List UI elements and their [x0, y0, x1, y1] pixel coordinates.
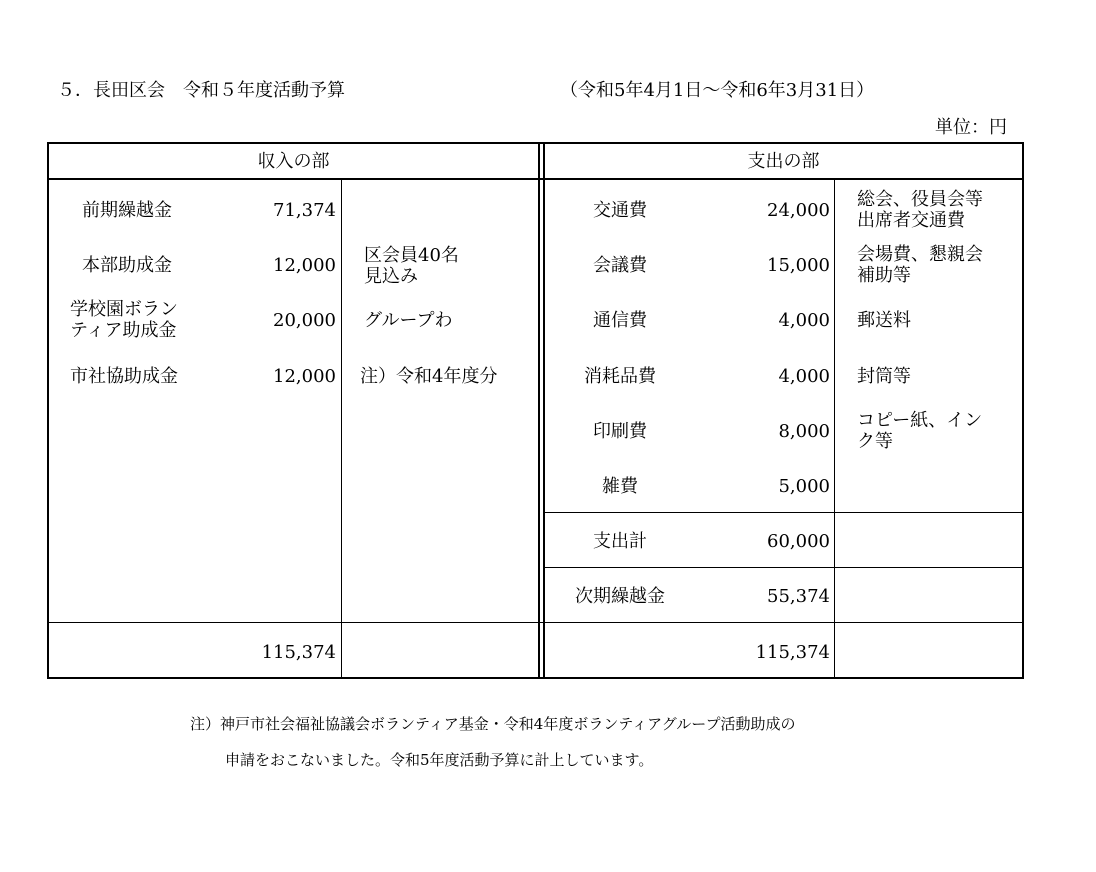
- income-amount: 12,000: [273, 366, 336, 387]
- income-amount: 20,000: [273, 310, 336, 331]
- footnote-line-2: 申請をおこないました。令和5年度活動予算に計上しています。: [225, 751, 654, 769]
- expense-item: 雑費: [602, 476, 638, 497]
- expense-amount: 4,000: [778, 310, 830, 331]
- expense-note: 会場費、懇親会: [857, 244, 983, 265]
- expense-item: 消耗品費: [584, 366, 656, 387]
- income-item: 前期繰越金: [82, 200, 172, 221]
- expense-note: ク等: [857, 431, 893, 452]
- page-title: ５．長田区会 令和５年度活動予算: [57, 80, 345, 101]
- expense-item: 会議費: [593, 255, 647, 276]
- footnote-line-1: 注）神戸市社会福祉協議会ボランティア基金・令和4年度ボランティアグループ活動助成の: [190, 715, 796, 733]
- expense-amount: 8,000: [778, 421, 830, 442]
- income-note: グループわ: [364, 310, 453, 331]
- income-amount: 71,374: [273, 200, 336, 221]
- currency-unit: 単位：円: [935, 117, 1007, 138]
- income-header: 収入の部: [257, 151, 330, 172]
- expense-note: コピー紙、イン: [857, 410, 983, 431]
- fiscal-period: （令和5年4月1日～令和6年3月31日）: [560, 80, 875, 101]
- income-note: 見込み: [364, 266, 418, 287]
- expense-note: 補助等: [857, 265, 911, 286]
- expense-header: 支出の部: [747, 151, 820, 172]
- expense-amount: 5,000: [778, 476, 830, 497]
- expense-amount: 4,000: [778, 366, 830, 387]
- expense-item: 交通費: [593, 200, 647, 221]
- carryover-amount: 55,374: [767, 586, 830, 607]
- expense-total: 115,374: [755, 642, 830, 663]
- expense-subtotal-amount: 60,000: [767, 531, 830, 552]
- expense-note: 郵送料: [857, 310, 911, 331]
- income-item: 市社協助成金: [70, 366, 178, 387]
- expense-amount: 24,000: [767, 200, 830, 221]
- income-note: 区会員40名: [364, 245, 459, 266]
- income-note: 注）令和4年度分: [360, 366, 498, 387]
- income-amount: 12,000: [273, 255, 336, 276]
- income-item: 本部助成金: [82, 255, 172, 276]
- income-total: 115,374: [261, 642, 336, 663]
- expense-note: 封筒等: [857, 366, 911, 387]
- expense-item: 印刷費: [593, 421, 647, 442]
- expense-subtotal-label: 支出計: [593, 531, 647, 552]
- carryover-label: 次期繰越金: [575, 586, 665, 607]
- expense-note: 総会、役員会等: [857, 189, 983, 210]
- expense-note: 出席者交通費: [857, 210, 965, 231]
- income-item: ティア助成金: [70, 320, 177, 341]
- expense-item: 通信費: [593, 310, 647, 331]
- expense-amount: 15,000: [767, 255, 830, 276]
- income-item: 学校園ボラン: [70, 299, 178, 320]
